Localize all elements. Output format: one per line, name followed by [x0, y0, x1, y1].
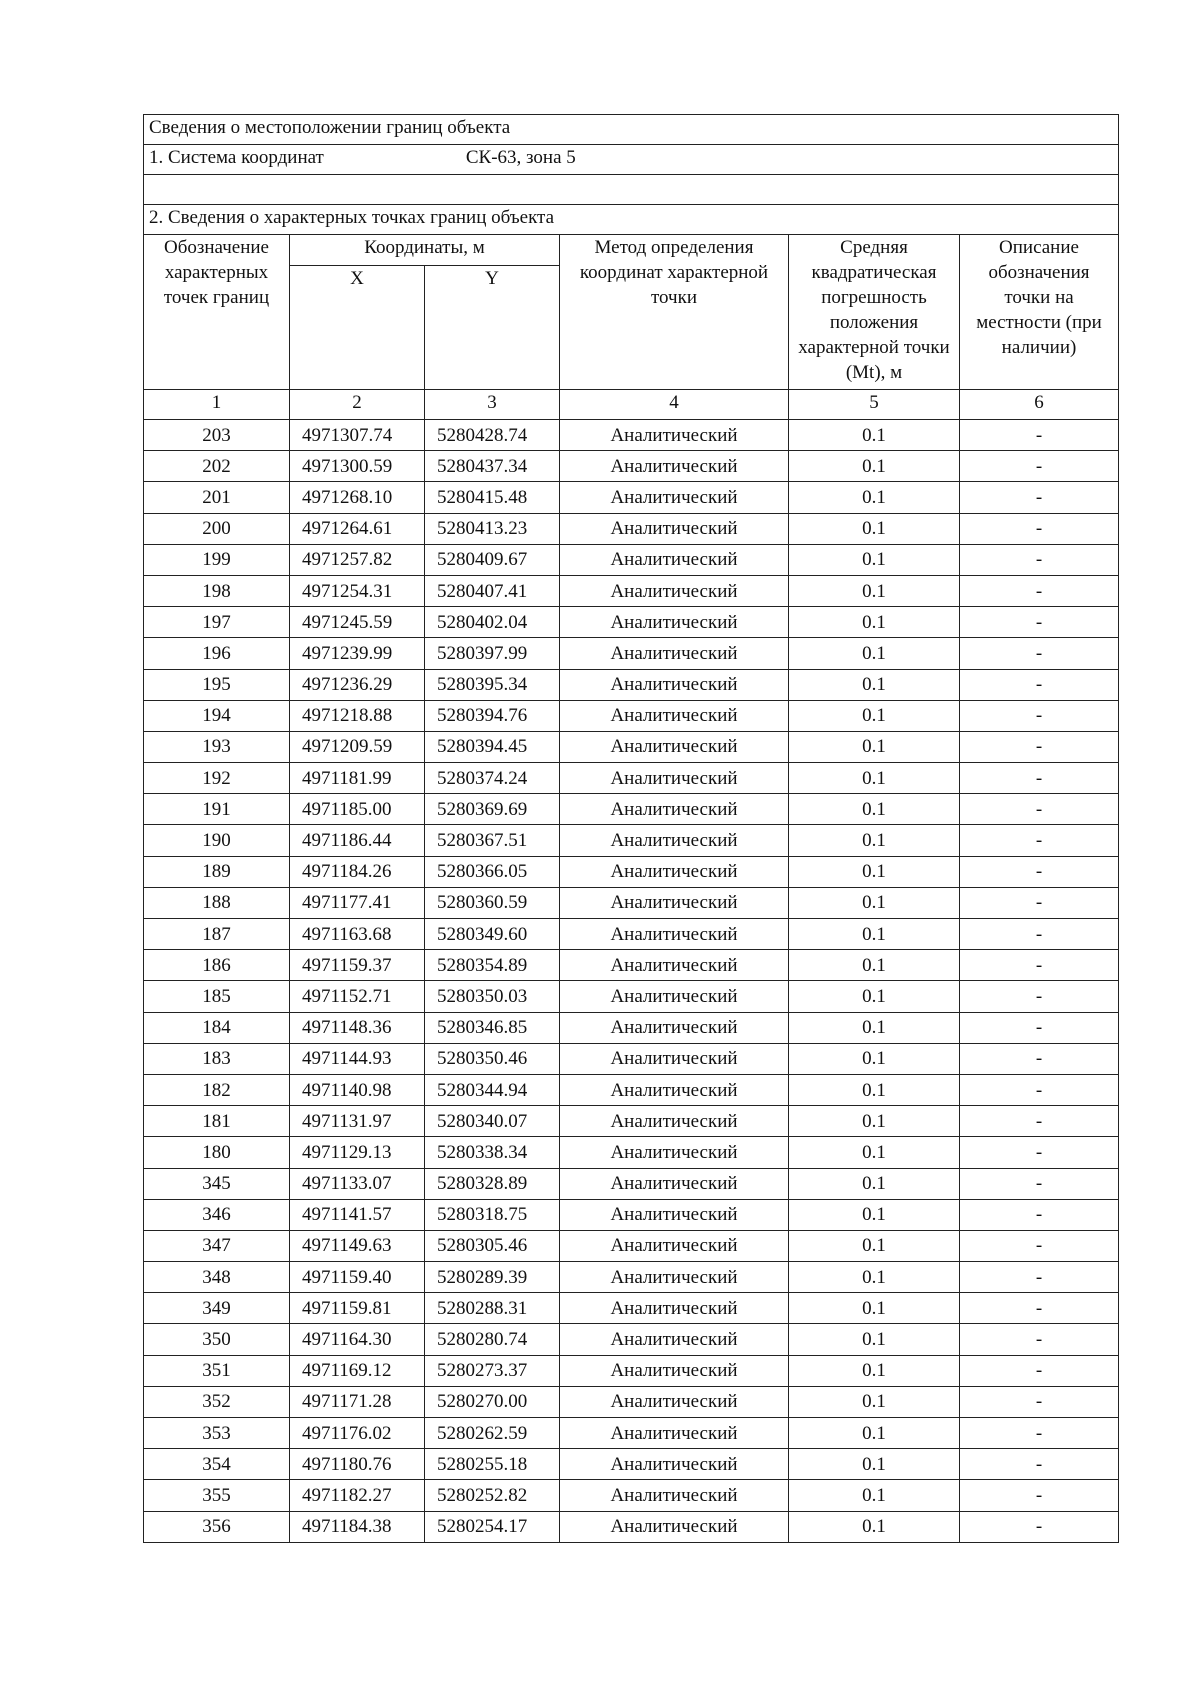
table-row [144, 638, 1119, 669]
mean-error-cell: 0.1 [789, 513, 960, 544]
coord-y-cell: 5280413.23 [425, 513, 560, 544]
description-cell: - [960, 825, 1119, 856]
description-cell: - [960, 1355, 1119, 1386]
mean-error-cell: 0.1 [789, 1293, 960, 1324]
coord-y-cell: 5280409.67 [425, 544, 560, 575]
point-number-cell: 189 [144, 856, 290, 887]
col-number: 3 [425, 390, 560, 420]
coord-x-cell: 4971129.13 [290, 1137, 425, 1168]
description-cell: - [960, 856, 1119, 887]
method-cell: Аналитический [560, 1199, 789, 1230]
mean-error-cell: 0.1 [789, 919, 960, 950]
coord-y-cell: 5280369.69 [425, 794, 560, 825]
description-cell: - [960, 1074, 1119, 1105]
point-number-cell: 188 [144, 887, 290, 918]
table-row [144, 1293, 1119, 1324]
description-cell: - [960, 482, 1119, 513]
table-row [144, 1137, 1119, 1168]
coord-y-cell: 5280280.74 [425, 1324, 560, 1355]
header-method: Метод определения координат характерной точки [560, 235, 789, 390]
mean-error-cell: 0.1 [789, 544, 960, 575]
method-cell: Аналитический [560, 700, 789, 731]
method-cell: Аналитический [560, 1355, 789, 1386]
point-number-cell: 203 [144, 420, 290, 451]
table-row [144, 1012, 1119, 1043]
method-cell: Аналитический [560, 451, 789, 482]
table-row [144, 513, 1119, 544]
mean-error-cell: 0.1 [789, 981, 960, 1012]
point-number-cell: 200 [144, 513, 290, 544]
table-row [144, 981, 1119, 1012]
point-number-cell: 183 [144, 1043, 290, 1074]
point-number-cell: 353 [144, 1418, 290, 1449]
coord-x-cell: 4971184.38 [290, 1511, 425, 1542]
method-cell: Аналитический [560, 1012, 789, 1043]
table-row [144, 950, 1119, 981]
mean-error-cell: 0.1 [789, 1106, 960, 1137]
description-cell: - [960, 1137, 1119, 1168]
method-cell: Аналитический [560, 981, 789, 1012]
method-cell: Аналитический [560, 1074, 789, 1105]
table-header [144, 115, 1119, 420]
coord-y-cell: 5280344.94 [425, 1074, 560, 1105]
mean-error-cell: 0.1 [789, 1199, 960, 1230]
method-cell: Аналитический [560, 1168, 789, 1199]
coord-y-cell: 5280254.17 [425, 1511, 560, 1542]
method-cell: Аналитический [560, 887, 789, 918]
mean-error-cell: 0.1 [789, 1511, 960, 1542]
mean-error-cell: 0.1 [789, 1480, 960, 1511]
coord-y-cell: 5280437.34 [425, 451, 560, 482]
description-cell: - [960, 981, 1119, 1012]
coord-x-cell: 4971148.36 [290, 1012, 425, 1043]
mean-error-cell: 0.1 [789, 1074, 960, 1105]
table-row [144, 763, 1119, 794]
coord-x-cell: 4971159.37 [290, 950, 425, 981]
coord-x-cell: 4971140.98 [290, 1074, 425, 1105]
coord-y-cell: 5280402.04 [425, 607, 560, 638]
mean-error-cell: 0.1 [789, 1012, 960, 1043]
table-row [144, 669, 1119, 700]
coord-y-cell: 5280350.03 [425, 981, 560, 1012]
coord-x-cell: 4971171.28 [290, 1386, 425, 1417]
mean-error-cell: 0.1 [789, 763, 960, 794]
description-cell: - [960, 919, 1119, 950]
point-number-cell: 349 [144, 1293, 290, 1324]
coord-x-cell: 4971177.41 [290, 887, 425, 918]
table-row [144, 887, 1119, 918]
col-number: 1 [144, 390, 290, 420]
table-row [144, 1324, 1119, 1355]
method-cell: Аналитический [560, 919, 789, 950]
point-number-cell: 202 [144, 451, 290, 482]
table-row [144, 1043, 1119, 1074]
coord-x-cell: 4971159.40 [290, 1262, 425, 1293]
description-cell: - [960, 1106, 1119, 1137]
coord-x-cell: 4971176.02 [290, 1418, 425, 1449]
coord-x-cell: 4971254.31 [290, 575, 425, 606]
coord-y-cell: 5280407.41 [425, 575, 560, 606]
table-row [144, 919, 1119, 950]
coord-x-cell: 4971186.44 [290, 825, 425, 856]
description-cell: - [960, 638, 1119, 669]
mean-error-cell: 0.1 [789, 1386, 960, 1417]
coord-y-cell: 5280346.85 [425, 1012, 560, 1043]
point-number-cell: 345 [144, 1168, 290, 1199]
method-cell: Аналитический [560, 1418, 789, 1449]
header-x: X [290, 266, 425, 390]
mean-error-cell: 0.1 [789, 669, 960, 700]
table-row [144, 1418, 1119, 1449]
description-cell: - [960, 731, 1119, 762]
coord-y-cell: 5280273.37 [425, 1355, 560, 1386]
method-cell: Аналитический [560, 856, 789, 887]
header-description: Описание обозначения точки на местности (при наличии) [960, 235, 1119, 390]
mean-error-cell: 0.1 [789, 1168, 960, 1199]
description-cell: - [960, 1262, 1119, 1293]
coord-y-cell: 5280255.18 [425, 1449, 560, 1480]
point-number-cell: 185 [144, 981, 290, 1012]
point-number-cell: 198 [144, 575, 290, 606]
point-number-cell: 190 [144, 825, 290, 856]
point-number-cell: 348 [144, 1262, 290, 1293]
header-y: Y [425, 266, 560, 390]
coord-y-cell: 5280415.48 [425, 482, 560, 513]
coord-y-cell: 5280395.34 [425, 669, 560, 700]
point-number-cell: 196 [144, 638, 290, 669]
coord-x-cell: 4971257.82 [290, 544, 425, 575]
point-number-cell: 355 [144, 1480, 290, 1511]
header-point-designation: Обозначение характерных точек границ [144, 235, 290, 390]
point-number-cell: 192 [144, 763, 290, 794]
points-title: 2. Сведения о характерных точках границ объекта [144, 205, 1119, 235]
description-cell: - [960, 1168, 1119, 1199]
coord-y-cell: 5280340.07 [425, 1106, 560, 1137]
method-cell: Аналитический [560, 1262, 789, 1293]
table-row [144, 1386, 1119, 1417]
description-cell: - [960, 1043, 1119, 1074]
coord-y-cell: 5280428.74 [425, 420, 560, 451]
coord-system-value: СК-63, зона 5 [465, 147, 576, 168]
table-row [144, 1199, 1119, 1230]
description-cell: - [960, 420, 1119, 451]
coord-x-cell: 4971185.00 [290, 794, 425, 825]
coord-y-cell: 5280289.39 [425, 1262, 560, 1293]
point-number-cell: 195 [144, 669, 290, 700]
mean-error-cell: 0.1 [789, 638, 960, 669]
mean-error-cell: 0.1 [789, 1449, 960, 1480]
coord-x-cell: 4971218.88 [290, 700, 425, 731]
mean-error-cell: 0.1 [789, 731, 960, 762]
description-cell: - [960, 1386, 1119, 1417]
table-row [144, 1074, 1119, 1105]
coord-y-cell: 5280305.46 [425, 1230, 560, 1261]
coord-y-cell: 5280367.51 [425, 825, 560, 856]
table-row [144, 856, 1119, 887]
boundary-points-table [143, 114, 1119, 1543]
point-number-cell: 184 [144, 1012, 290, 1043]
method-cell: Аналитический [560, 1230, 789, 1261]
description-cell: - [960, 763, 1119, 794]
col-number: 5 [789, 390, 960, 420]
table-row [144, 1511, 1119, 1542]
mean-error-cell: 0.1 [789, 700, 960, 731]
point-number-cell: 197 [144, 607, 290, 638]
header-coordinates: Координаты, м [290, 235, 560, 266]
description-cell: - [960, 887, 1119, 918]
description-cell: - [960, 794, 1119, 825]
description-cell: - [960, 1449, 1119, 1480]
coord-system-label: 1. Система координат [149, 147, 324, 168]
coord-x-cell: 4971164.30 [290, 1324, 425, 1355]
point-number-cell: 186 [144, 950, 290, 981]
mean-error-cell: 0.1 [789, 1230, 960, 1261]
method-cell: Аналитический [560, 513, 789, 544]
table-row [144, 482, 1119, 513]
coord-x-cell: 4971152.71 [290, 981, 425, 1012]
section-title: Сведения о местоположении границ объекта [144, 115, 1119, 145]
method-cell: Аналитический [560, 607, 789, 638]
description-cell: - [960, 607, 1119, 638]
table-row [144, 1168, 1119, 1199]
table-row [144, 544, 1119, 575]
point-number-cell: 182 [144, 1074, 290, 1105]
coord-y-cell: 5280394.45 [425, 731, 560, 762]
point-number-cell: 346 [144, 1199, 290, 1230]
method-cell: Аналитический [560, 669, 789, 700]
point-number-cell: 180 [144, 1137, 290, 1168]
method-cell: Аналитический [560, 1043, 789, 1074]
table-body [144, 420, 1119, 1543]
mean-error-cell: 0.1 [789, 607, 960, 638]
mean-error-cell: 0.1 [789, 1137, 960, 1168]
coord-x-cell: 4971163.68 [290, 919, 425, 950]
description-cell: - [960, 513, 1119, 544]
coord-y-cell: 5280318.75 [425, 1199, 560, 1230]
description-cell: - [960, 1418, 1119, 1449]
mean-error-cell: 0.1 [789, 575, 960, 606]
col-number: 6 [960, 390, 1119, 420]
point-number-cell: 191 [144, 794, 290, 825]
point-number-cell: 193 [144, 731, 290, 762]
table-row [144, 1480, 1119, 1511]
method-cell: Аналитический [560, 1480, 789, 1511]
method-cell: Аналитический [560, 731, 789, 762]
description-cell: - [960, 669, 1119, 700]
point-number-cell: 354 [144, 1449, 290, 1480]
method-cell: Аналитический [560, 1293, 789, 1324]
description-cell: - [960, 700, 1119, 731]
coord-x-cell: 4971159.81 [290, 1293, 425, 1324]
coord-y-cell: 5280394.76 [425, 700, 560, 731]
coord-x-cell: 4971268.10 [290, 482, 425, 513]
coord-y-cell: 5280397.99 [425, 638, 560, 669]
coord-x-cell: 4971300.59 [290, 451, 425, 482]
coord-x-cell: 4971239.99 [290, 638, 425, 669]
coord-system-row [144, 145, 1119, 175]
description-cell: - [960, 1293, 1119, 1324]
coord-y-cell: 5280328.89 [425, 1168, 560, 1199]
mean-error-cell: 0.1 [789, 420, 960, 451]
coord-y-cell: 5280374.24 [425, 763, 560, 794]
coord-x-cell: 4971181.99 [290, 763, 425, 794]
method-cell: Аналитический [560, 1137, 789, 1168]
table-row [144, 1449, 1119, 1480]
table-row [144, 825, 1119, 856]
coord-y-cell: 5280262.59 [425, 1418, 560, 1449]
point-number-cell: 181 [144, 1106, 290, 1137]
point-number-cell: 199 [144, 544, 290, 575]
header-mean-error: Средняя квадратическая погрешность положения характерной точки (Мt), м [789, 235, 960, 390]
description-cell: - [960, 1324, 1119, 1355]
col-number: 2 [290, 390, 425, 420]
coord-y-cell: 5280360.59 [425, 887, 560, 918]
table-row [144, 1355, 1119, 1386]
table-row [144, 794, 1119, 825]
description-cell: - [960, 1511, 1119, 1542]
coord-x-cell: 4971131.97 [290, 1106, 425, 1137]
table-row [144, 420, 1119, 451]
method-cell: Аналитический [560, 950, 789, 981]
description-cell: - [960, 950, 1119, 981]
coord-y-cell: 5280270.00 [425, 1386, 560, 1417]
empty-row [144, 175, 1119, 205]
point-number-cell: 201 [144, 482, 290, 513]
coord-x-cell: 4971180.76 [290, 1449, 425, 1480]
mean-error-cell: 0.1 [789, 1355, 960, 1386]
coord-x-cell: 4971236.29 [290, 669, 425, 700]
coord-x-cell: 4971209.59 [290, 731, 425, 762]
coord-y-cell: 5280366.05 [425, 856, 560, 887]
method-cell: Аналитический [560, 794, 789, 825]
mean-error-cell: 0.1 [789, 1324, 960, 1355]
coord-y-cell: 5280288.31 [425, 1293, 560, 1324]
coord-x-cell: 4971133.07 [290, 1168, 425, 1199]
method-cell: Аналитический [560, 1386, 789, 1417]
method-cell: Аналитический [560, 1106, 789, 1137]
coord-y-cell: 5280252.82 [425, 1480, 560, 1511]
table-row [144, 731, 1119, 762]
table-row [144, 607, 1119, 638]
description-cell: - [960, 1199, 1119, 1230]
table-row [144, 1230, 1119, 1261]
coord-y-cell: 5280350.46 [425, 1043, 560, 1074]
coord-x-cell: 4971141.57 [290, 1199, 425, 1230]
point-number-cell: 194 [144, 700, 290, 731]
coord-x-cell: 4971264.61 [290, 513, 425, 544]
method-cell: Аналитический [560, 763, 789, 794]
coord-x-cell: 4971144.93 [290, 1043, 425, 1074]
mean-error-cell: 0.1 [789, 451, 960, 482]
mean-error-cell: 0.1 [789, 856, 960, 887]
table-row [144, 1106, 1119, 1137]
coord-y-cell: 5280354.89 [425, 950, 560, 981]
method-cell: Аналитический [560, 1511, 789, 1542]
method-cell: Аналитический [560, 420, 789, 451]
point-number-cell: 350 [144, 1324, 290, 1355]
description-cell: - [960, 1230, 1119, 1261]
description-cell: - [960, 451, 1119, 482]
col-number: 4 [560, 390, 789, 420]
point-number-cell: 347 [144, 1230, 290, 1261]
table-row [144, 700, 1119, 731]
coord-x-cell: 4971169.12 [290, 1355, 425, 1386]
mean-error-cell: 0.1 [789, 1262, 960, 1293]
mean-error-cell: 0.1 [789, 887, 960, 918]
mean-error-cell: 0.1 [789, 1043, 960, 1074]
mean-error-cell: 0.1 [789, 482, 960, 513]
coord-x-cell: 4971182.27 [290, 1480, 425, 1511]
table-row [144, 451, 1119, 482]
coord-x-cell: 4971307.74 [290, 420, 425, 451]
mean-error-cell: 0.1 [789, 950, 960, 981]
mean-error-cell: 0.1 [789, 794, 960, 825]
point-number-cell: 352 [144, 1386, 290, 1417]
table-row [144, 575, 1119, 606]
coord-x-cell: 4971184.26 [290, 856, 425, 887]
method-cell: Аналитический [560, 638, 789, 669]
method-cell: Аналитический [560, 825, 789, 856]
description-cell: - [960, 1012, 1119, 1043]
method-cell: Аналитический [560, 575, 789, 606]
method-cell: Аналитический [560, 1449, 789, 1480]
table-row [144, 1262, 1119, 1293]
method-cell: Аналитический [560, 482, 789, 513]
point-number-cell: 356 [144, 1511, 290, 1542]
description-cell: - [960, 575, 1119, 606]
coord-y-cell: 5280338.34 [425, 1137, 560, 1168]
coord-x-cell: 4971149.63 [290, 1230, 425, 1261]
mean-error-cell: 0.1 [789, 825, 960, 856]
coord-x-cell: 4971245.59 [290, 607, 425, 638]
mean-error-cell: 0.1 [789, 1418, 960, 1449]
coord-y-cell: 5280349.60 [425, 919, 560, 950]
method-cell: Аналитический [560, 544, 789, 575]
description-cell: - [960, 1480, 1119, 1511]
method-cell: Аналитический [560, 1324, 789, 1355]
description-cell: - [960, 544, 1119, 575]
point-number-cell: 187 [144, 919, 290, 950]
point-number-cell: 351 [144, 1355, 290, 1386]
